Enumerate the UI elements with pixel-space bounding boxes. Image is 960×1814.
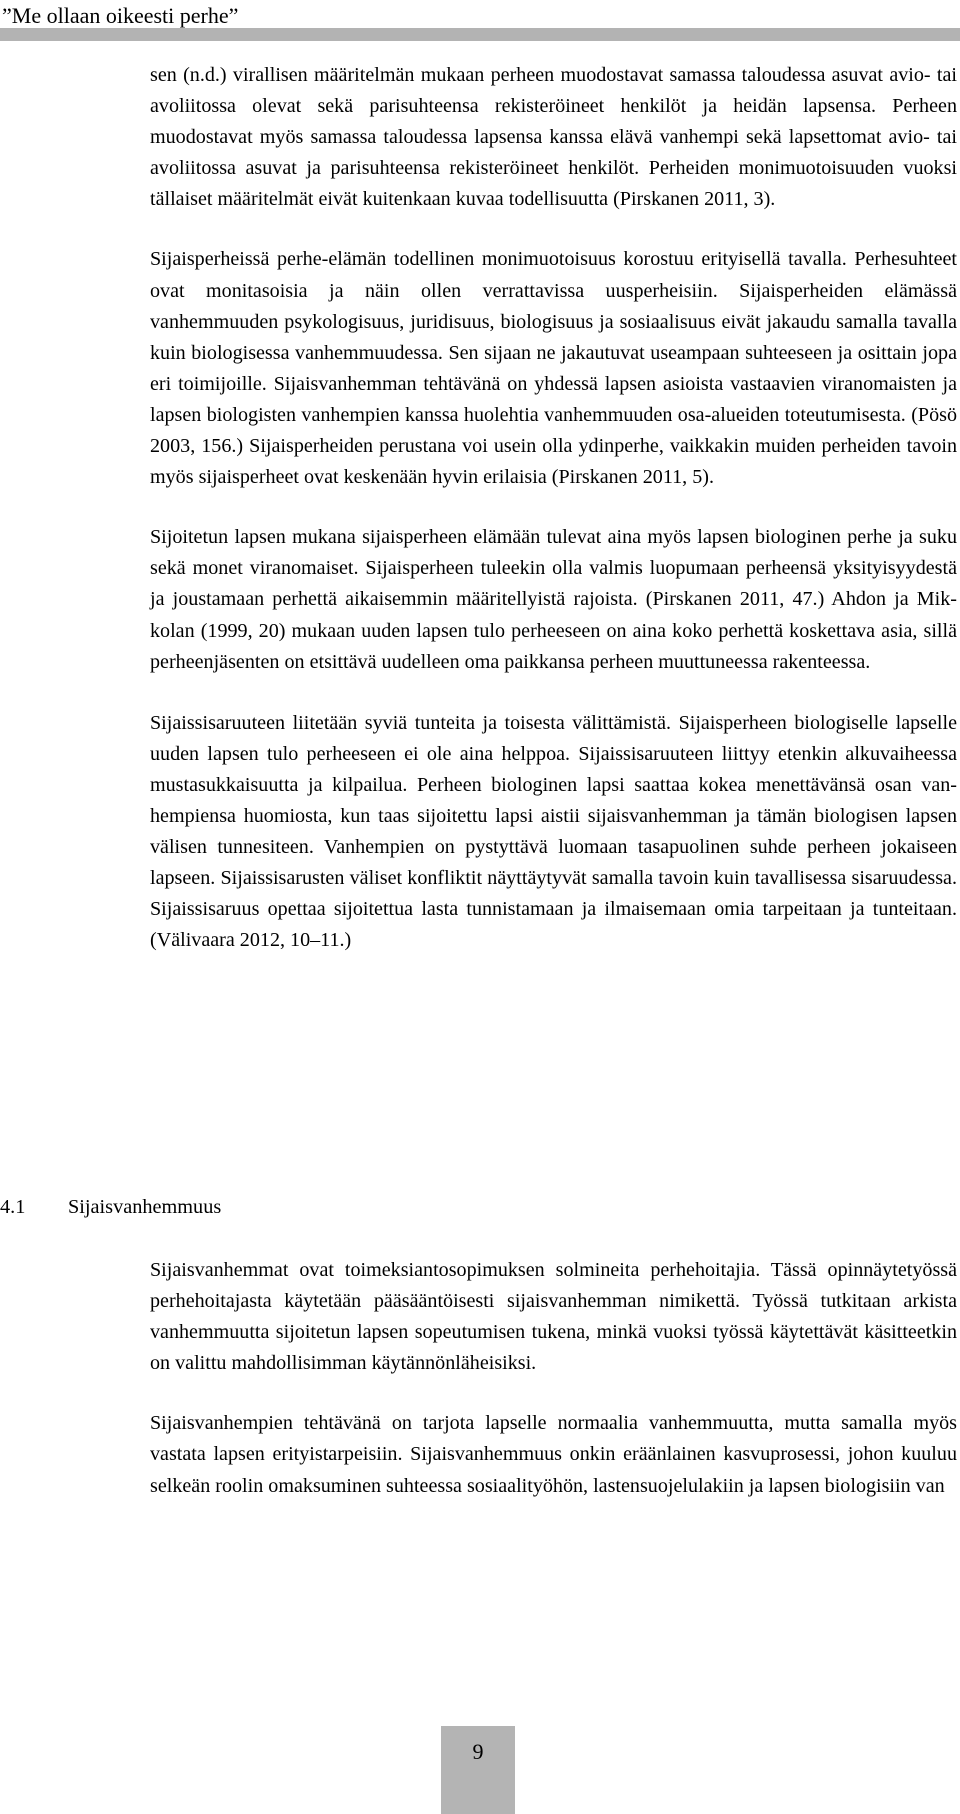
page-number: 9: [472, 1739, 484, 1764]
page-header: [0, 0, 960, 40]
paragraph: Sijaissisaruuteen liitetään syviä tunteita ja toisesta välittämistä. Sijaisperheen biologiselle lapselle uuden lapsen tulo perheeseen ei ole aina helppoa. Sijaissisaruuteen liittyy etenkin alkuvaiheessa mustasukkaisuutta ja kilpailua. Perheen biologinen lapsi saattaa kokea menettävänsä osan vanhempiensa huomiosta, kun taas sijoitettu lapsi aistii sijaisvanhemman ja tämän biologisen lapsen välisen tunnesiteen. Vanhempien on pystyttävä luomaan tasapuolinen suhde perheen jokaiseen lapseen. Sijaissisarusten väliset konfliktit näyttäytyvät samalla tavoin kuin tavallisessa sisaruudessa. Sijaissisaruus opettaa sijoitettua lasta tunnistamaan ja ilmaisemaan omia tarpeitaan ja tunteitaan. (Välivaara 2012, 10–11.): [150, 711, 957, 952]
body-text: [150, 60, 957, 956]
section-number: 4.1: [0, 1196, 26, 1218]
paragraph: sen (n.d.) virallisen määritelmän mukaan perheen muodostavat samassa taloudessa asuvat avio- tai avoliitossa olevat sekä parisuhteensa rekisteröineet henkilöt ja heidän lapsensa. Perheen muodostavat myös samassa taloudessa lapsensa kanssa elävä vanhempi sekä lapsettomat avio- tai avoliitossa asuvat ja parisuhteensa rekisteröineet henkilöt. Perheiden monimuotoisuuden vuoksi tällaiset määritelmät eivät kuitenkaan kuvaa todellisuutta (Pirskanen 2011, 3).: [150, 64, 957, 211]
section-body-text: [150, 1255, 957, 1502]
header-rule: [0, 28, 960, 41]
paragraph: Sijaisvanhemmat ovat toimeksiantosopimuksen solmineita perhehoitajia. Tässä opinnäytetyössä perhehoitajasta käytetään pääsääntöisesti sijaisvanhemman nimikettä. Työssä tutkitaan arkista vanhemmuutta sijoitetun lapsen sopeutumisen tukena, minkä vuoksi työssä käytettävät käsitteetkin on valittu mahdollisimman käytännönläheisiksi.: [150, 1259, 957, 1375]
section-heading: [0, 1193, 400, 1221]
section-title: Sijaisvanhemmuus: [68, 1196, 222, 1218]
paragraph: Sijaisvanhempien tehtävänä on tarjota lapselle normaalia vanhemmuutta, mutta samalla myös vastata lapsen erityistarpeisiin. Sijaisvanhemmuus onkin eräänlainen kasvuprosessi, johon kuuluu selkeän roolin omaksuminen suhteessa sosiaalityöhön, lastensuojelulakiin ja lapsen biologisiin van: [150, 1412, 957, 1497]
running-header-title: ”Me ollaan oikeesti perhe”: [2, 3, 239, 28]
page-number-box: [441, 1726, 515, 1814]
paragraph: Sijaisperheissä perhe-elämän todellinen monimuotoisuus korostuu erityisellä tavalla. Perhesuhteet ovat monitasoisia ja näin ollen verrattavissa uusperheisiin. Sijaisperheiden elämässä vanhemmuuden psykologisuus, juridisuus, biologisuus ja sosiaalisuus eivät jakaudu samalla tavalla kuin biologisessa vanhemmuudessa. Sen sijaan ne jakautuvat useampaan suhteeseen ja osittain jopa eri toimijoille. Sijaisvanhemman tehtävänä on yhdessä lapsen asioista vastaavien viranomaisten ja lapsen biologisten vanhempien kanssa huolehtia vanhemmuuden osa-alueiden toteutumisesta. (Pösö 2003, 156.) Sijaisperheiden perustana voi usein olla ydinperhe, vaikkakin muiden perheiden tavoin myös sijaisperheet ovat keskenään hyvin erilaisia (Pirskanen 2011, 5).: [150, 248, 957, 489]
paragraph: Sijoitetun lapsen mukana sijaisperheen elämään tulevat aina myös lapsen biologinen perhe ja suku sekä monet viranomaiset. Sijaisperheen tuleekin olla valmis luopumaan perheensä yksityisyydestä ja joustamaan perhettä aikaisemmin määritellyistä rajoista. (Pirskanen 2011, 47.) Ahdon ja Mikkolan (1999, 20) mukaan uuden lapsen tulo perheeseen on aina koko perhettä koskettava asia, sillä perheenjäsenten on etsittävä uudelleen oma paikkansa perheen muuttuneessa rakenteessa.: [150, 526, 957, 673]
